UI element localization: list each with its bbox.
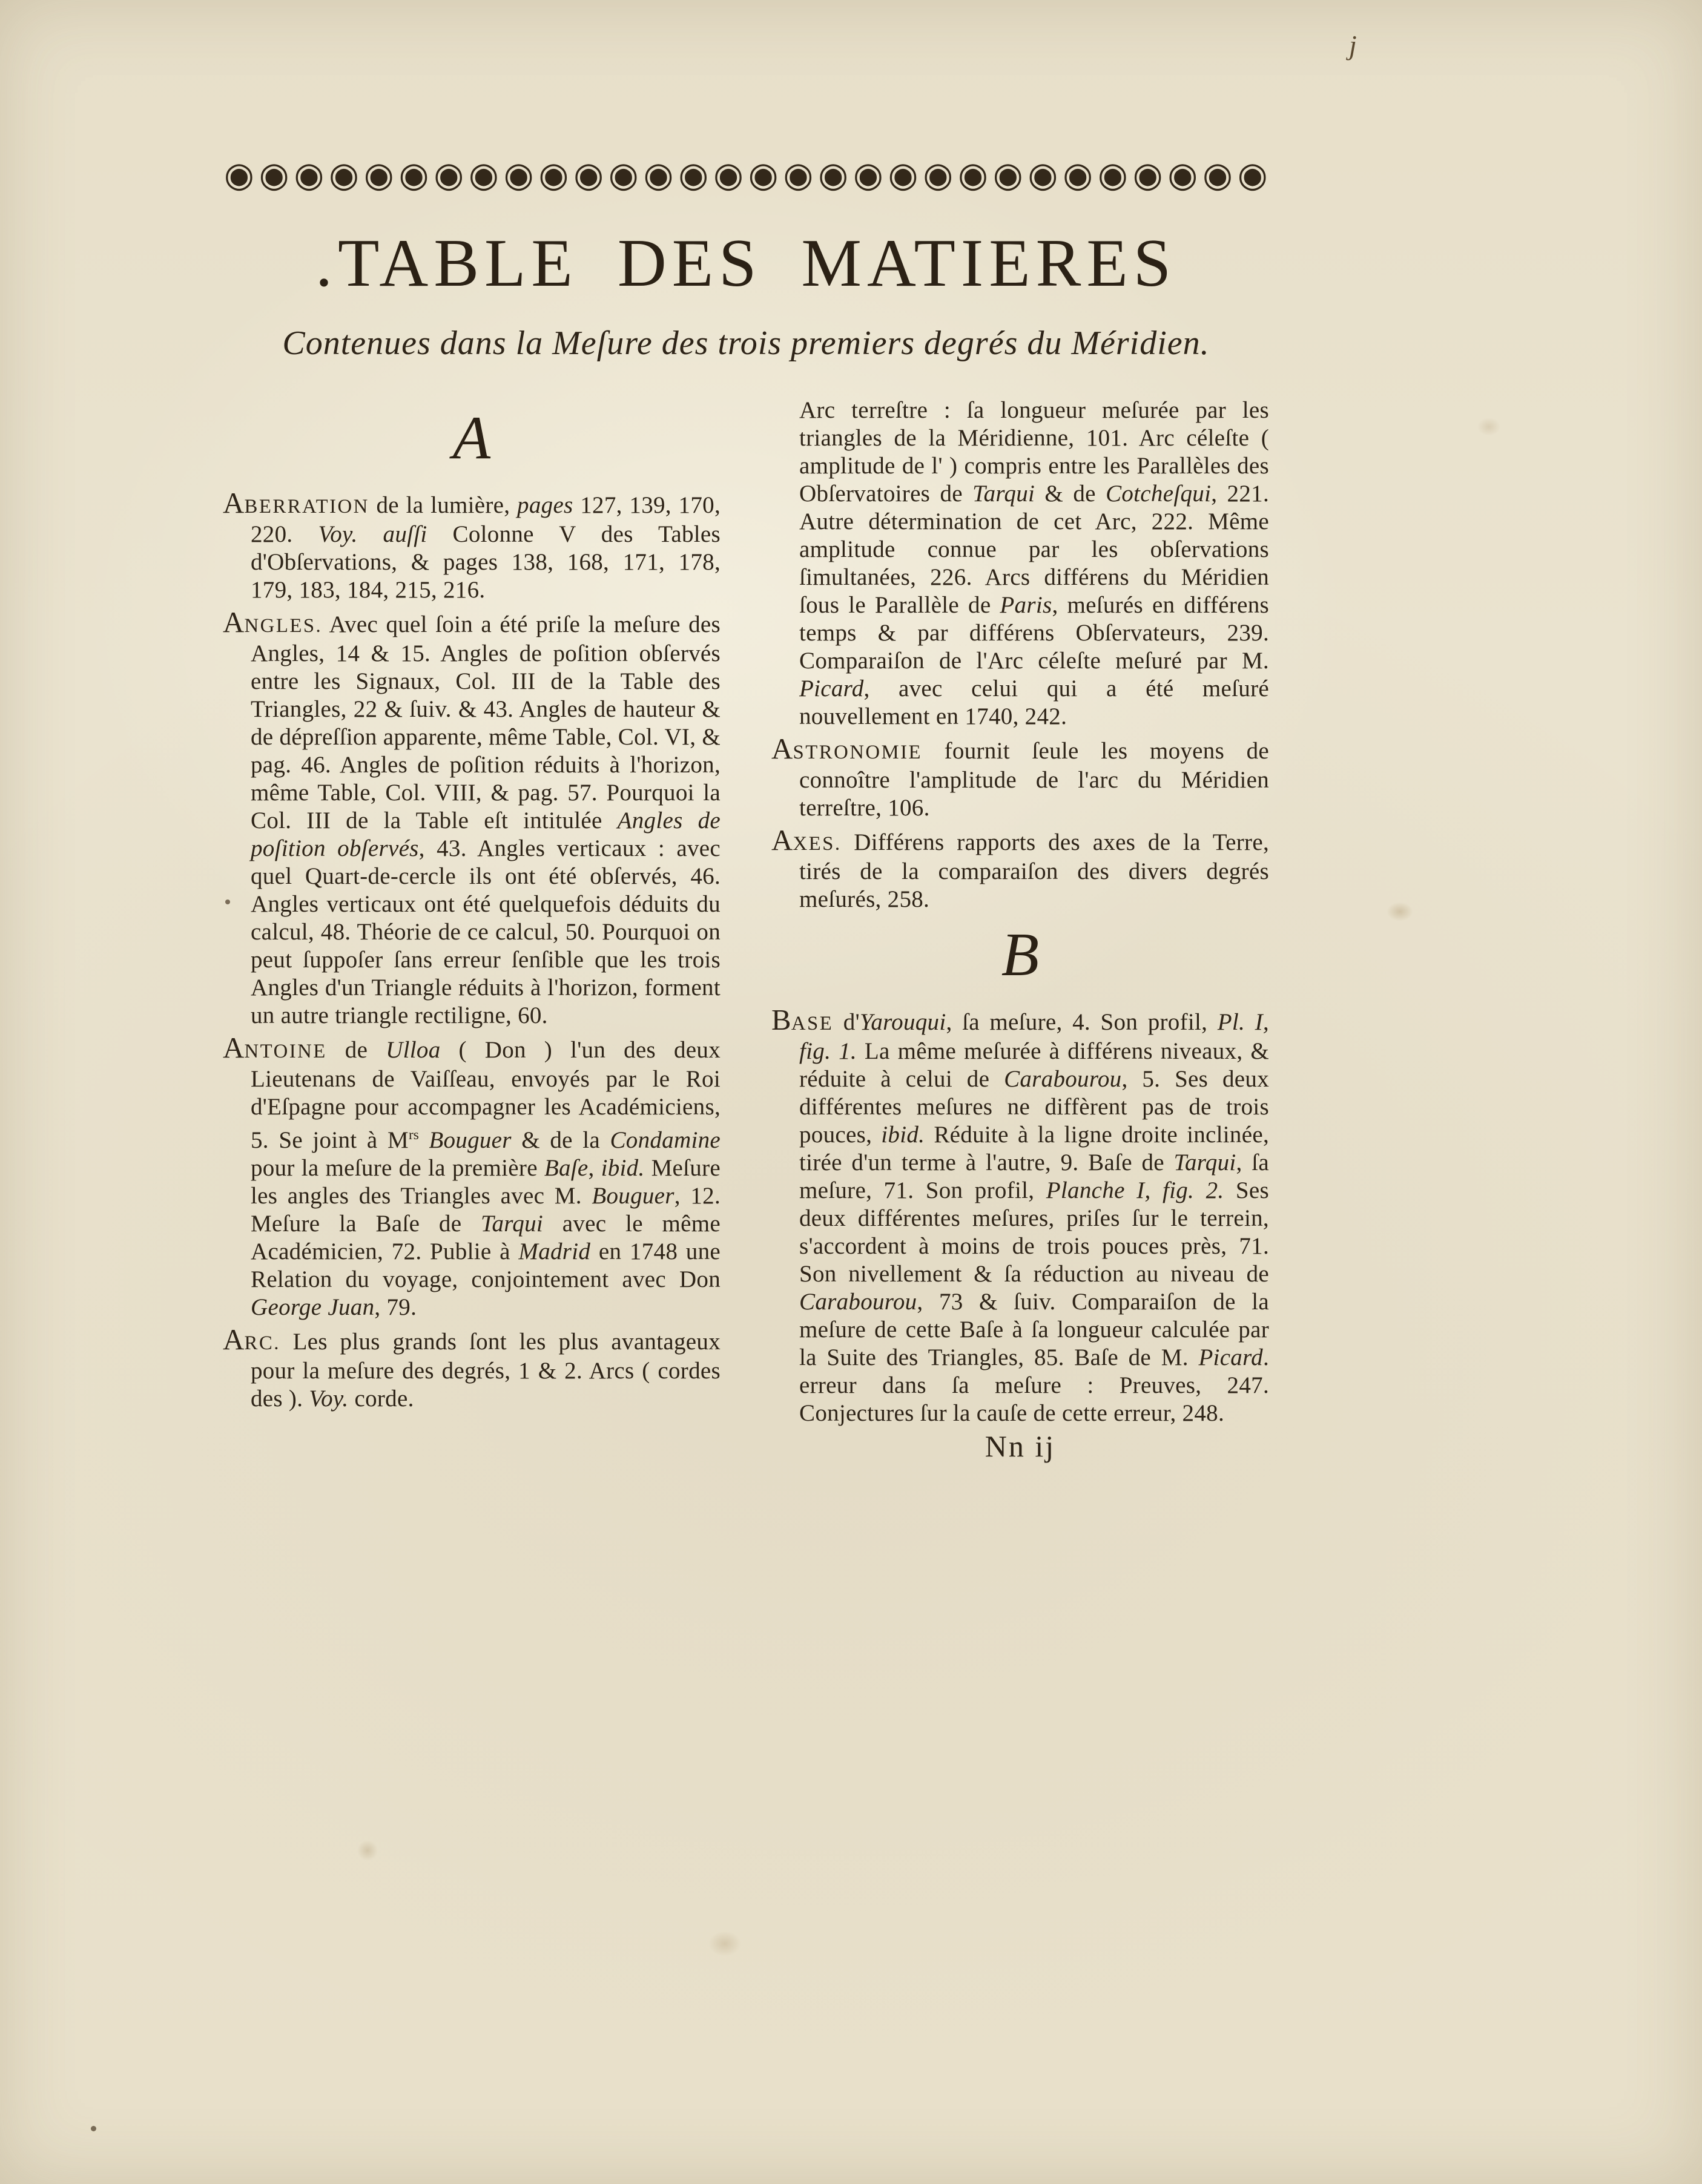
plain-text: pour la meſure de la première [251, 1155, 544, 1182]
right-column [771, 396, 1269, 1464]
plain-text: Colonne V des Tables d'Obſervations, & pages 138, 168, 171, 178, 179, 183, 184, 215, 216. [251, 521, 721, 604]
plain-text: fournit ſeule les moyens de connoître l'amplitude de l'arc du Méridien terreſtre, 106. [799, 738, 1269, 821]
italic-text: Yarouqui [859, 1009, 946, 1036]
plain-text: Différens rapports des axes de la Terre, tirés de la comparaiſon des divers degrés meſurés, 258. [799, 829, 1269, 913]
ornament-unit: ◉ [538, 156, 569, 194]
plain-text: , [588, 1155, 601, 1182]
ornament-unit: ◉ [608, 156, 639, 194]
page-subtitle: Contenues dans la Meſure des trois premiers degrés du Méridien. [282, 324, 1210, 363]
ornament-unit: ◉ [923, 156, 954, 194]
ornament-band [223, 149, 1269, 201]
italic-text: Pl. I, fig. 1. [799, 1009, 1269, 1065]
italic-text: Voy. auſſi [318, 521, 427, 548]
italic-text: Tarqui [972, 481, 1035, 507]
ornament-unit: ◉ [1167, 156, 1198, 194]
plain-text: Arc terreſtre : ſa longueur meſurée par les triangles de la Méridienne, 101. Arc céleſte ( amplitude de l' ) compris entre les Parallèles des Obſervatoires de [799, 397, 1269, 507]
italic-text: Cotcheſqui [1106, 481, 1212, 507]
italic-text: Ulloa [386, 1037, 441, 1064]
plain-text: , 43. Angles verticaux : avec quel Quart-de-cercle ils ont été obſervés, 46. Angles verticaux ont été quelquefois déduits du calcul, 48. Théorie de ce calcul, 50. Pourquoi on peut ſuppoſer ſans erreur ſenſible que les trois Angles d'un Triangle réduits à l'horizon, forment un autre triangle rectiligne, 60. [251, 835, 721, 1029]
superscript-text: rs [408, 1127, 419, 1143]
ornament-unit: ◉ [1202, 156, 1233, 194]
plain-text: , meſurés en différens temps & par différens Obſervateurs, 239. Comparaiſon de l'Arc céleſte meſuré par M. [799, 592, 1269, 674]
index-entry [223, 1033, 721, 1321]
plain-text: 127, 139, 170, 220. [251, 492, 721, 548]
ornament-unit: ◉ [434, 156, 464, 194]
plain-text: avec le même Académicien, 72. Publie à [251, 1211, 721, 1265]
italic-text: pages [517, 492, 573, 519]
ornament-unit: ◉ [259, 156, 289, 194]
plain-text: & de la [511, 1127, 610, 1154]
ornament-unit: ◉ [503, 156, 534, 194]
plain-text [419, 1127, 429, 1153]
smallcaps-text: STRONOMIE [793, 742, 923, 764]
italic-text: Carabourou [799, 1289, 917, 1315]
ornament-unit: ◉ [398, 156, 429, 194]
lead-cap: A [223, 606, 245, 639]
plain-text: Avec quel ſoin a été priſe la meſure des Angles, 14 & 15. Angles de poſition obſervés entre les Signaux, Col. III de la Table des Triangles, 22 & ſuiv. & 43. Angles de hauteur & de dépreſſion apparente, même Table, Col. VI, & pag. 46. Angles de poſition réduits à l'horizon, même Table, Col. VIII, & pag. 57. Pourquoi la Col. III de la Table eſt intitulée [251, 611, 721, 834]
plain-text: ( Don ) l'un des deux Lieutenans de Vaiſſeau, envoyés par le Roi d'Eſpagne pour accompagner les Académiciens, 5. Se joint à M [251, 1037, 721, 1154]
plain-text: , 5. Ses deux différentes meſures ne diffèrent pas de trois pouces, [799, 1066, 1269, 1148]
ornament-unit: ◉ [1237, 156, 1268, 194]
italic-text: Paris [1000, 592, 1052, 619]
lead-cap: A [771, 732, 793, 766]
plain-text: corde. [348, 1386, 414, 1412]
index-entry [771, 734, 1269, 822]
left-column [223, 396, 721, 1460]
ornament-unit: ◉ [224, 156, 254, 194]
italic-text: ibid. [881, 1122, 925, 1148]
ornament-unit: ◉ [294, 156, 325, 194]
ornament-unit: ◉ [888, 156, 919, 194]
italic-text: Tarqui [481, 1211, 544, 1237]
age-spot [1387, 902, 1413, 921]
ornament-unit: ◉ [363, 156, 394, 194]
plain-text: de [326, 1037, 386, 1064]
plain-text: de la lumière, [369, 492, 518, 519]
index-entry [771, 826, 1269, 913]
ink-speck [91, 2126, 96, 2131]
italic-text: ibid. [601, 1155, 645, 1182]
ornament-unit: ◉ [469, 156, 499, 194]
ornament-unit: ◉ [713, 156, 744, 194]
italic-text: Angles de poſition obſervés [251, 807, 721, 862]
page-content [223, 149, 1269, 1464]
page-title: .TABLE DES MATIERES [315, 226, 1177, 301]
lead-cap: A [771, 824, 793, 857]
index-entry [771, 1005, 1269, 1427]
italic-text: Carabourou [1004, 1066, 1122, 1093]
plain-text: & de [1035, 481, 1106, 507]
italic-text: Bouguer [592, 1183, 675, 1209]
right-column-entries [771, 396, 1269, 1427]
index-entry [223, 1325, 721, 1413]
ornament-unit: ◉ [748, 156, 779, 194]
plain-text: Les plus grands ſont les plus avantageux pour la meſure des degrés, 1 & 2. Arcs ( cordes des ). [251, 1329, 721, 1412]
ornament-unit: ◉ [643, 156, 674, 194]
plain-text: , 79. [374, 1294, 417, 1321]
left-column-entries [223, 404, 721, 1413]
ornament-unit: ◉ [1132, 156, 1163, 194]
plain-text: en 1748 une Relation du voyage, conjointement avec Don [251, 1238, 721, 1293]
smallcaps-text: XES. [793, 833, 842, 855]
italic-text: Picard [799, 676, 864, 702]
plain-text: Ses deux différentes meſures, priſes ſur le terrein, s'accordent à moins de trois pouces près, 71. Son nivellement & ſa réduction au niveau de [799, 1177, 1269, 1288]
ornament-unit: ◉ [1063, 156, 1093, 194]
section-letter-A: A [452, 404, 491, 473]
age-spot [357, 1840, 378, 1861]
italic-text: Planche I, fig. 2. [1046, 1177, 1224, 1204]
plain-text: , ſa meſure, 4. Son profil, [946, 1009, 1218, 1036]
index-entry [223, 608, 721, 1030]
lead-cap: B [771, 1004, 791, 1037]
italic-text: Baſe [544, 1155, 589, 1182]
ornament-unit: ◉ [853, 156, 883, 194]
lead-cap: A [223, 1323, 245, 1357]
plain-text: La même meſurée à différens niveaux, & réduite à celui de [799, 1038, 1269, 1093]
plain-text: , 73 & ſuiv. Comparaiſon de la meſure de cette Baſe à ſa longueur calculée par la Suite des Triangles, 85. Baſe de M. [799, 1289, 1269, 1371]
ornament-unit: ◉ [958, 156, 988, 194]
ornament-unit: ◉ [818, 156, 848, 194]
italic-text: Tarqui [1173, 1150, 1236, 1176]
index-entry [771, 396, 1269, 731]
lead-cap: A [223, 1031, 245, 1065]
plain-text: , 12. Meſure la Baſe de [251, 1183, 721, 1237]
smallcaps-text: BERRATION [244, 496, 369, 518]
plain-text: Meſure les angles des Triangles avec M. [251, 1155, 721, 1209]
ornament-unit: ◉ [1027, 156, 1058, 194]
index-columns [223, 396, 1269, 1464]
ornament-unit: ◉ [992, 156, 1023, 194]
section-letter-B: B [1001, 921, 1040, 990]
italic-text: Madrid [518, 1238, 591, 1265]
signature-mark: Nn ij [985, 1429, 1056, 1464]
smallcaps-text: NTOINE [244, 1041, 327, 1063]
plain-text: . erreur dans ſa meſure : Preuves, 247. Conjectures ſur la cauſe de cette erreur, 248. [799, 1344, 1269, 1427]
ornament-unit: ◉ [329, 156, 359, 194]
index-entry [223, 488, 721, 604]
plain-text: , 221. Autre détermination de cet Arc, 222. Même amplitude connue par les obſervations ſimultanées, 226. Arcs différens du Méridien ſous le Parallèle de [799, 481, 1269, 619]
smallcaps-text: RC. [244, 1332, 280, 1355]
smallcaps-text: ASE [791, 1013, 834, 1035]
plain-text: , ſa meſure, 71. Son profil, [799, 1150, 1269, 1204]
ornament-unit: ◉ [783, 156, 814, 194]
ornament-unit: ◉ [1097, 156, 1128, 194]
italic-text: Condamine [610, 1127, 721, 1154]
italic-text: Picard [1198, 1344, 1263, 1371]
ornament-unit: ◉ [573, 156, 604, 194]
age-spot [708, 1931, 741, 1956]
age-spot [1477, 418, 1500, 436]
italic-text: George Juan [251, 1294, 375, 1321]
stray-mark: j [1349, 30, 1357, 61]
italic-text: Voy. [309, 1386, 349, 1412]
italic-text: Bouguer [429, 1127, 512, 1154]
smallcaps-text: NGLES. [244, 615, 323, 637]
plain-text: d' [833, 1009, 860, 1036]
lead-cap: A [223, 487, 245, 520]
ornament-unit: ◉ [678, 156, 709, 194]
plain-text: Réduite à la ligne droite inclinée, tirée d'un terme à l'autre, 9. Baſe de [799, 1122, 1269, 1176]
plain-text: , avec celui qui a été meſuré nouvellement en 1740, 242. [799, 676, 1269, 730]
